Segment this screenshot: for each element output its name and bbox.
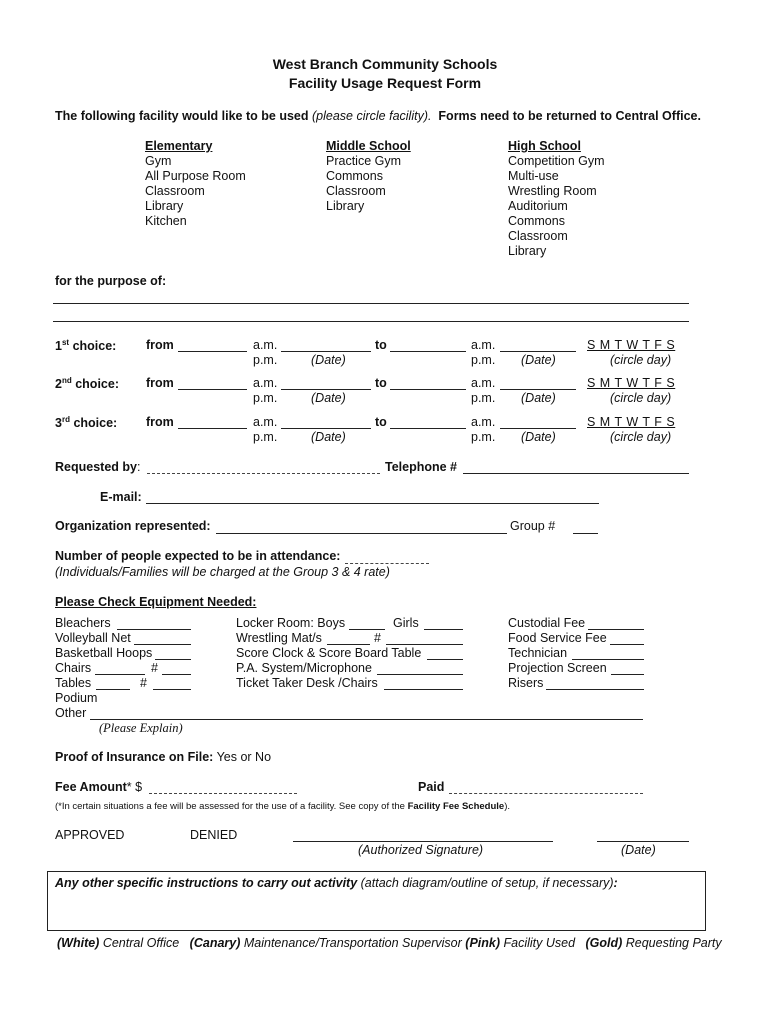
wrestling-hash: # (374, 631, 381, 645)
high-school-column (508, 139, 605, 259)
paid-label: Paid (418, 780, 445, 794)
middle-school-column (326, 139, 411, 214)
equipment-podium (55, 691, 97, 705)
locker-girls-field[interactable] (424, 629, 463, 630)
ticket-taker-label: Ticket Taker Desk /Chairs (236, 676, 378, 690)
approval-date-caption: (Date) (621, 843, 656, 857)
elementary-column (145, 139, 246, 229)
copy-color: (Pink) (465, 936, 501, 950)
organization-field[interactable] (216, 533, 507, 534)
intro-text (55, 109, 701, 123)
attendance-field[interactable] (345, 563, 429, 564)
insurance-row (55, 750, 271, 764)
chairs-number-field[interactable] (162, 674, 191, 675)
intro-part3: Forms need to be returned to Central Office. (438, 109, 701, 123)
equipment-label: Tables (55, 676, 92, 690)
from-date-field[interactable] (281, 389, 371, 390)
tables-hash: # (140, 676, 147, 690)
facility-option[interactable]: Gym (145, 154, 172, 168)
to-label: to (375, 376, 387, 390)
organization-label: Organization represented: (55, 519, 211, 533)
circle-day-caption: (circle day) (610, 430, 672, 444)
requested-by-colon: : (136, 460, 141, 474)
chairs-field[interactable] (95, 674, 145, 675)
to-pm[interactable]: p.m. (471, 353, 496, 367)
from-date-caption: (Date) (311, 430, 346, 444)
to-label: to (375, 338, 387, 352)
equipment-other (55, 706, 86, 720)
equipment-volleyball-net (55, 631, 131, 645)
from-pm[interactable]: p.m. (253, 353, 278, 367)
bleachers-field[interactable] (117, 629, 191, 630)
equipment-label: Podium (55, 691, 98, 705)
copy-dest: Facility Used (500, 936, 576, 950)
from-am[interactable]: a.m. (253, 338, 278, 352)
instructions-end: : (613, 876, 618, 890)
locker-girls-label: Girls (393, 616, 419, 630)
equipment-label: Chairs (55, 661, 92, 675)
risers-field[interactable] (546, 689, 644, 690)
to-date-field[interactable] (500, 428, 576, 429)
facility-option[interactable]: Kitchen (145, 214, 187, 228)
choice-suffix: st (61, 338, 70, 347)
instructions-label (55, 876, 618, 890)
weekday-selector[interactable]: S M T W T F S (587, 415, 676, 429)
facility-option[interactable]: Library (326, 199, 365, 213)
choice-number: 2 (55, 377, 62, 392)
choice-word: choice: (75, 377, 119, 392)
from-date-caption: (Date) (311, 353, 346, 367)
equipment-bleachers (55, 616, 111, 630)
fee-note-part2: ). (504, 801, 511, 812)
equipment-label: Other (55, 706, 87, 720)
food-service-fee-label: Food Service Fee (508, 631, 607, 645)
fee-row (55, 780, 142, 794)
weekday-selector[interactable]: S M T W T F S (587, 376, 676, 390)
from-pm[interactable]: p.m. (253, 391, 278, 405)
projection-screen-label: Projection Screen (508, 661, 607, 675)
score-clock-field[interactable] (427, 659, 463, 660)
choice-number: 1 (55, 339, 62, 354)
equipment-chairs (55, 661, 91, 675)
insurance-yes-no[interactable]: Yes or No (216, 750, 272, 764)
wrestling-mat-label: Wrestling Mat/s (236, 631, 322, 645)
instructions-bold: Any other specific instructions to carry out activity (55, 876, 358, 890)
telephone-label: Telephone # (385, 460, 458, 474)
intro-part2: (please circle facility). (311, 109, 432, 123)
email-field[interactable] (146, 503, 599, 504)
choice-label (55, 376, 119, 391)
intro-part1: The following facility would like to be used (55, 109, 309, 123)
facility-option[interactable]: Classroom (145, 184, 205, 198)
technician-label: Technician (508, 646, 568, 660)
form-title-school: West Branch Community Schools (272, 56, 498, 72)
facility-option[interactable]: Library (145, 199, 184, 213)
attendance-label: Number of people expected to be in attendance: (55, 549, 341, 563)
paid-field[interactable] (449, 793, 643, 794)
technician-field[interactable] (572, 659, 644, 660)
to-date-caption: (Date) (521, 430, 556, 444)
from-am[interactable]: a.m. (253, 415, 278, 429)
middle-school-heading: Middle School (326, 139, 411, 153)
choice-label (55, 338, 116, 353)
equipment-tables (55, 676, 91, 690)
locker-boys-field[interactable] (349, 629, 385, 630)
copy-color: (Canary) (189, 936, 241, 950)
equipment-basketball-hoops (55, 646, 152, 660)
wrestling-mat-field[interactable] (327, 644, 370, 645)
copy-dest: Central Office (99, 936, 180, 950)
choice-word: choice: (72, 339, 117, 354)
weekday-selector[interactable]: S M T W T F S (587, 338, 676, 352)
basketball-hoops-field[interactable] (155, 659, 191, 660)
purpose-label: for the purpose of: (55, 274, 167, 288)
choice-label (55, 415, 117, 430)
risers-label: Risers (508, 676, 544, 690)
equipment-heading: Please Check Equipment Needed: (55, 595, 257, 609)
other-field[interactable] (90, 719, 643, 720)
copy-color: (Gold) (585, 936, 623, 950)
insurance-label: Proof of Insurance on File: (55, 750, 214, 764)
fee-label: Fee Amount (55, 780, 127, 794)
facility-option[interactable]: Classroom (326, 184, 386, 198)
from-pm[interactable]: p.m. (253, 430, 278, 444)
instructions-normal: (attach diagram/outline of setup, if necessary) (357, 876, 614, 890)
telephone-field[interactable] (463, 473, 689, 474)
tables-field[interactable] (96, 689, 130, 690)
please-explain: (Please Explain) (99, 721, 183, 735)
requested-by-field[interactable] (147, 473, 380, 474)
copy-distribution (57, 936, 722, 950)
fee-note (55, 801, 510, 812)
to-time-field[interactable] (390, 351, 466, 352)
group-field[interactable] (573, 533, 598, 534)
requested-by-label: Requested by (55, 460, 137, 474)
to-label: to (375, 415, 387, 429)
from-date-field[interactable] (281, 351, 371, 352)
facility-option[interactable]: Commons (508, 214, 565, 228)
to-am[interactable]: a.m. (471, 415, 496, 429)
facility-option[interactable]: Wrestling Room (508, 184, 597, 198)
tables-number-field[interactable] (153, 689, 191, 690)
requested-by-row (55, 460, 140, 474)
copy-dest: Maintenance/Transportation Supervisor (240, 936, 466, 950)
high-school-heading: High School (508, 139, 581, 153)
from-label: from (146, 376, 174, 390)
from-label: from (146, 338, 174, 352)
equipment-label: Bleachers (55, 616, 111, 630)
to-date-caption: (Date) (521, 353, 556, 367)
facility-option[interactable]: Multi-use (508, 169, 559, 183)
equipment-label: Volleyball Net (55, 631, 131, 645)
choice-suffix: nd (61, 376, 72, 385)
fee-amount-field[interactable] (149, 793, 297, 794)
approved-label[interactable]: APPROVED (55, 828, 125, 842)
equipment-label: Basketball Hoops (55, 646, 153, 660)
copy-dest: Requesting Party (622, 936, 722, 950)
circle-day-caption: (circle day) (610, 353, 672, 367)
group-label: Group # (510, 519, 556, 533)
facility-option[interactable]: All Purpose Room (145, 169, 246, 183)
score-clock-label: Score Clock & Score Board Table (236, 646, 422, 660)
elementary-heading: Elementary (145, 139, 213, 153)
to-time-field[interactable] (390, 428, 466, 429)
from-time-field[interactable] (178, 351, 247, 352)
circle-day-caption: (circle day) (610, 391, 672, 405)
choice-suffix: rd (61, 415, 70, 424)
facility-option[interactable]: Competition Gym (508, 154, 605, 168)
fee-note-part1: (*In certain situations a fee will be assessed for the use of a facility. See copy of the (55, 801, 408, 812)
denied-label[interactable]: DENIED (190, 828, 238, 842)
signature-caption: (Authorized Signature) (358, 843, 484, 857)
pa-system-field[interactable] (377, 674, 463, 675)
purpose-line-1[interactable] (53, 303, 689, 304)
ticket-taker-field[interactable] (384, 689, 463, 690)
email-label: E-mail: (100, 490, 142, 504)
to-date-field[interactable] (500, 389, 576, 390)
to-date-field[interactable] (500, 351, 576, 352)
from-time-field[interactable] (178, 389, 247, 390)
purpose-line-2[interactable] (53, 321, 689, 322)
from-am[interactable]: a.m. (253, 376, 278, 390)
form-title: Facility Usage Request Form (288, 75, 482, 91)
choice-word: choice: (73, 416, 118, 431)
copy-color: (White) (57, 936, 100, 950)
fee-schedule-link: Facility Fee Schedule (407, 801, 505, 812)
to-am[interactable]: a.m. (471, 376, 496, 390)
volleyball-net-field[interactable] (134, 644, 191, 645)
facility-option[interactable]: Practice Gym (326, 154, 402, 168)
to-date-caption: (Date) (521, 391, 556, 405)
chairs-hash: # (151, 661, 158, 675)
food-service-fee-field[interactable] (610, 644, 644, 645)
to-pm[interactable]: p.m. (471, 430, 496, 444)
choice-number: 3 (55, 416, 62, 431)
approval-date-field[interactable] (597, 841, 689, 842)
fee-star: * $ (126, 780, 143, 794)
to-am[interactable]: a.m. (471, 338, 496, 352)
attendance-note: (Individuals/Families will be charged at the Group 3 & 4 rate) (55, 565, 390, 579)
facility-option[interactable]: Classroom (508, 229, 568, 243)
custodial-fee-label: Custodial Fee (508, 616, 586, 630)
from-label: from (146, 415, 174, 429)
instructions-box[interactable] (47, 871, 706, 931)
facility-option[interactable]: Commons (326, 169, 383, 183)
signature-field[interactable] (293, 841, 553, 842)
from-date-caption: (Date) (311, 391, 346, 405)
custodial-fee-field[interactable] (588, 629, 644, 630)
wrestling-number-field[interactable] (386, 644, 463, 645)
projection-screen-field[interactable] (611, 674, 644, 675)
to-time-field[interactable] (390, 389, 466, 390)
facility-option[interactable]: Auditorium (508, 199, 568, 213)
to-pm[interactable]: p.m. (471, 391, 496, 405)
from-time-field[interactable] (178, 428, 247, 429)
pa-system-label: P.A. System/Microphone (236, 661, 372, 675)
locker-boys-label: Locker Room: Boys (236, 616, 346, 630)
facility-option[interactable]: Library (508, 244, 547, 258)
from-date-field[interactable] (281, 428, 371, 429)
